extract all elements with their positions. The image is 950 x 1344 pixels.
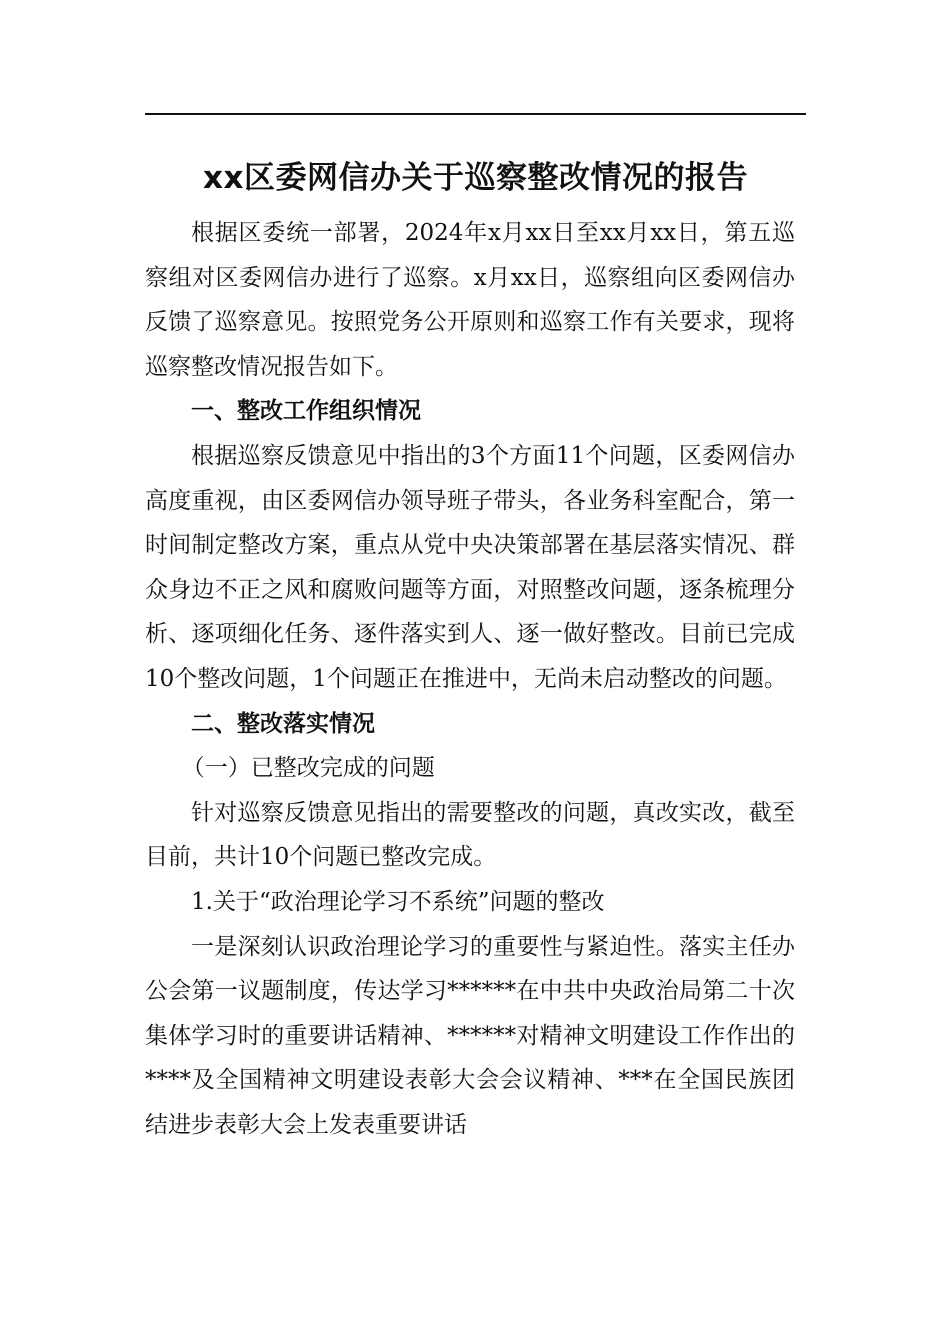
section-heading-1: 一、整改工作组织情况	[191, 398, 421, 425]
subsection-heading-1: （一）已整改完成的问题	[181, 755, 435, 782]
section-heading-2: 二、整改落实情况	[191, 710, 375, 737]
intro-paragraph: 根据区委统一部署，2024年x月xx日至xx月xx日，第五巡察组对区委网信办进行了巡察。x月xx日，巡察组向区委网信办反馈了巡察意见。按照党务公开原则和巡察工作有关要求，现将巡察整改情况报告如下。	[145, 220, 795, 380]
document-body	[145, 211, 795, 1147]
item-1-paragraph: 一是深刻认识政治理论学习的重要性与紧迫性。落实主任办公会第一议题制度，传达学习******在中共中央政治局第二十次集体学习时的重要讲话精神、******对精神文明建设工作作出的****及全国精神文明建设表彰大会会议精神、***在全国民族团结进步表彰大会上发表重要讲话	[145, 933, 795, 1138]
item-heading-1: 1.关于“政治理论学习不系统”问题的整改	[191, 888, 605, 915]
document-title: xx区委网信办关于巡察整改情况的报告	[203, 160, 748, 196]
subsection-1-paragraph: 针对巡察反馈意见指出的需要整改的问题，真改实改，截至目前，共计10个问题已整改完成。	[145, 799, 795, 871]
section-1-paragraph: 根据巡察反馈意见中指出的3个方面11个问题，区委网信办高度重视，由区委网信办领导班子带头，各业务科室配合，第一时间制定整改方案，重点从党中央决策部署在基层落实情况、群众身边不正之风和腐败问题等方面，对照整改问题，逐条梳理分析、逐项细化任务、逐件落实到人、逐一做好整改。目前已完成10个整改问题，1个问题正在推进中，无尚未启动整改的问题。	[145, 442, 795, 692]
header-rule	[145, 113, 806, 115]
